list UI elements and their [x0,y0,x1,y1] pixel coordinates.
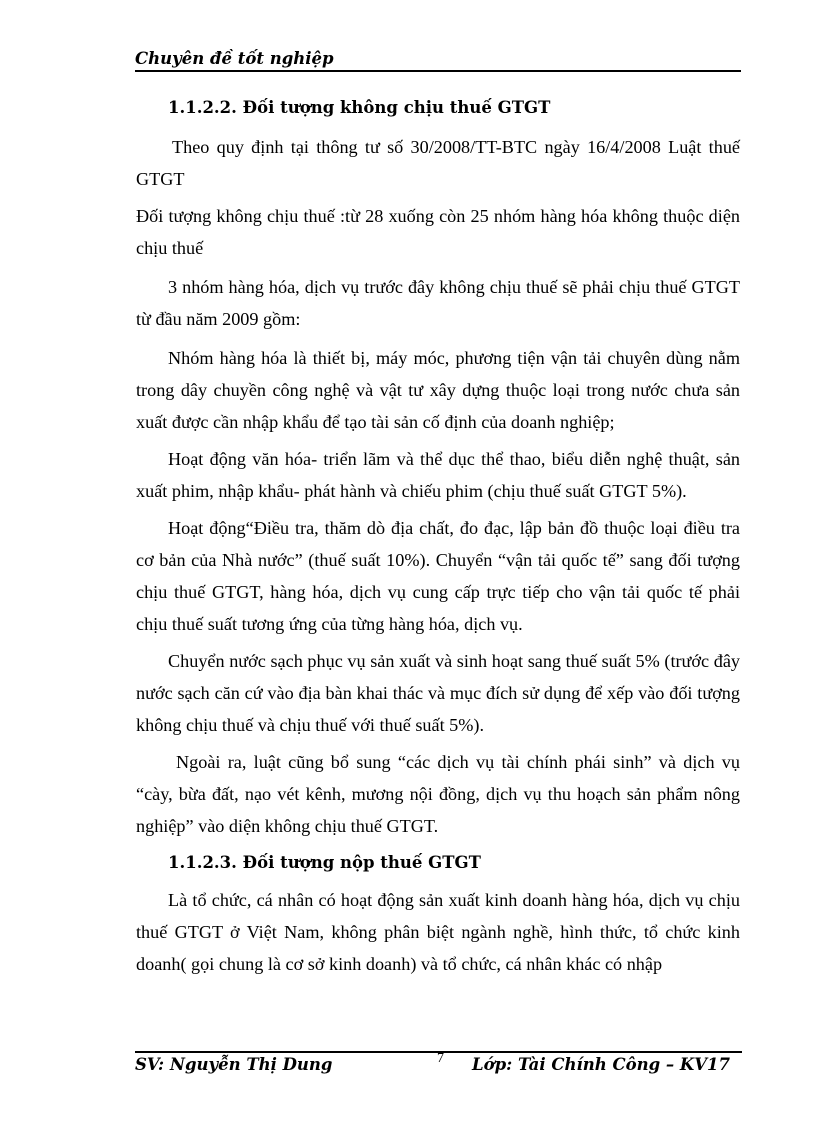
page-number: 7 [437,1051,444,1066]
paragraph-9: Là tổ chức, cá nhân có hoạt động sản xuất kinh doanh hàng hóa, dịch vụ chịu thuế GTGT ở Việt Nam, không phân biệt ngành nghề, hình thức, tổ chức kinh doanh( gọi chung là cơ sở kinh doanh) và tổ chức, cá nhân khác có nhập [136,890,740,974]
header-title: Chuyên đề tốt nghiệp [135,49,334,68]
paragraph-5: Hoạt động văn hóa- triển lãm và thể dục thể thao, biểu diễn nghệ thuật, sản xuất phim, nhập khẩu- phát hành và chiếu phim (chịu thuế suất GTGT 5%). [136,449,740,501]
body-content [136,92,740,980]
paragraph-6: Hoạt động“Điều tra, thăm dò địa chất, đo đạc, lập bản đồ thuộc loại điều tra cơ bản của Nhà nước” (thuế suất 10%). Chuyển “vận tải quốc tế” sang đối tượng chịu thuế GTGT, hàng hóa, dịch vụ cung cấp trực tiếp cho vận tải quốc tế phải chịu thuế suất tương ứng của từng hàng hóa, dịch vụ. [136,518,740,634]
header-divider [135,70,741,72]
paragraph-3: 3 nhóm hàng hóa, dịch vụ trước đây không chịu thuế sẽ phải chịu thuế GTGT từ đầu năm 2009 gồm: [136,277,740,329]
paragraph-2: Đối tượng không chịu thuế :từ 28 xuống còn 25 nhóm hàng hóa không thuộc diện chịu thuế [136,206,740,258]
paragraph-8: Ngoài ra, luật cũng bổ sung “các dịch vụ tài chính phái sinh” và dịch vụ “cày, bừa đất, nạo vét kênh, mương nội đồng, dịch vụ thu hoạch sản phẩm nông nghiệp” vào diện không chịu thuế GTGT. [136,752,740,836]
footer-class: Lớp: Tài Chính Công – KV17 [471,1055,730,1074]
paragraph-1: Theo quy định tại thông tư số 30/2008/TT-BTC ngày 16/4/2008 Luật thuế GTGT [136,137,740,189]
section-heading-1-1-2-2: 1.1.2.2. Đối tượng không chịu thuế GTGT [168,98,551,117]
paragraph-4: Nhóm hàng hóa là thiết bị, máy móc, phương tiện vận tải chuyên dùng nằm trong dây chuyền công nghệ và vật tư xây dựng thuộc loại trong nước chưa sản xuất được cần nhập khẩu để tạo tài sản cố định của doanh nghiệp; [136,348,740,432]
footer-student-name: SV: Nguyễn Thị Dung [135,1055,333,1074]
section-heading-1-1-2-3: 1.1.2.3. Đối tượng nộp thuế GTGT [168,853,481,872]
paragraph-7: Chuyển nước sạch phục vụ sản xuất và sinh hoạt sang thuế suất 5% (trước đây nước sạch căn cứ vào địa bàn khai thác và mục đích sử dụng để xếp vào đối tượng không chịu thuế và chịu thuế với thuế suất 5%). [136,651,740,735]
page-header [135,47,741,75]
